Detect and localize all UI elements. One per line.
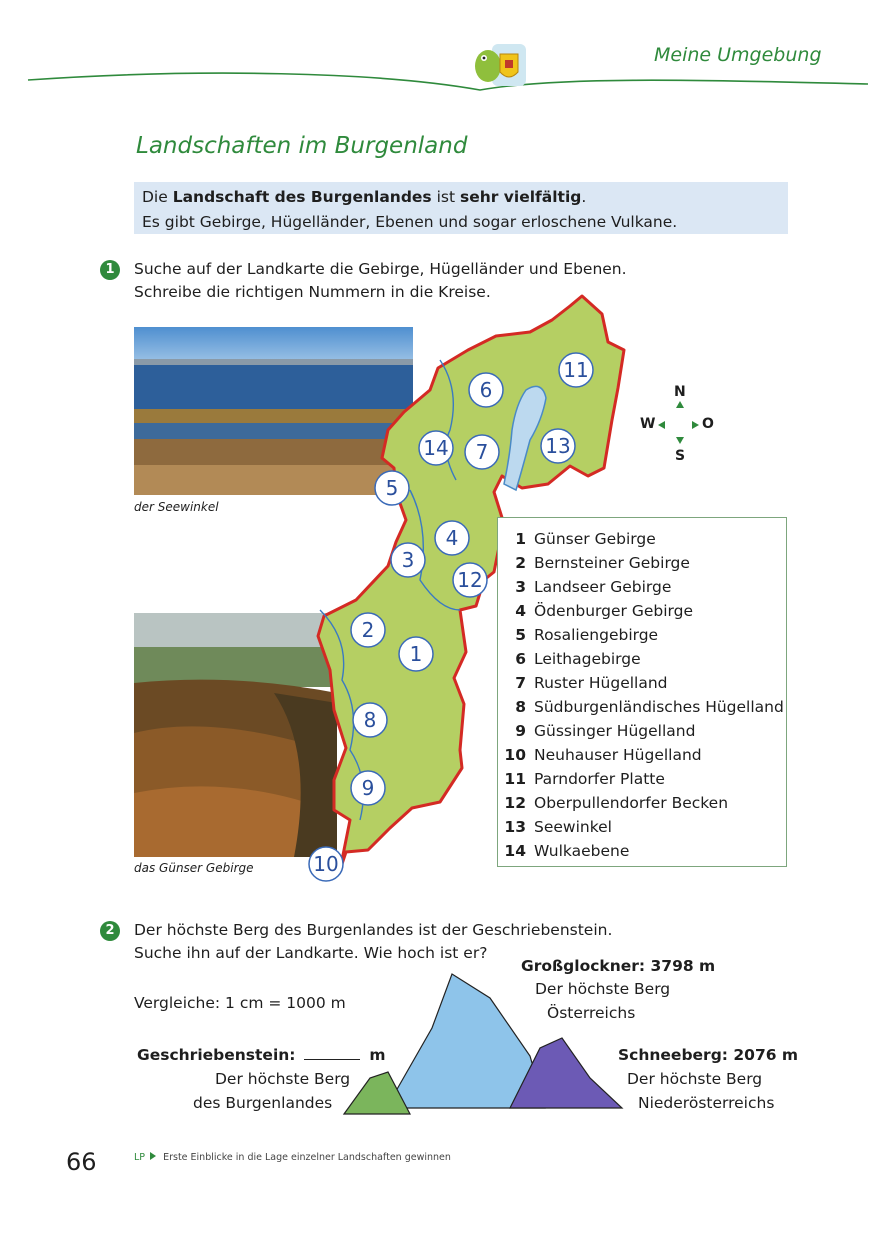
legend-number: 1 xyxy=(515,530,526,548)
compass-arrow-n-icon xyxy=(676,401,684,408)
geschriebenstein-label: Geschriebenstein: xyxy=(137,1046,296,1064)
footer-text: Erste Einblicke in die Lage einzelner Landschaften gewinnen xyxy=(163,1152,451,1163)
task-2-line-1: Der höchste Berg des Burgenlandes ist der Geschriebenstein. xyxy=(134,921,613,939)
legend-number: 4 xyxy=(515,602,526,620)
legend-item xyxy=(498,647,786,671)
compare-text: Vergleiche: 1 cm = 1000 m xyxy=(134,994,346,1012)
intro-line-2: Es gibt Gebirge, Hügelländer, Ebenen und sogar erloschene Vulkane. xyxy=(142,213,678,231)
circle-label: 3 xyxy=(401,548,415,572)
page-title: Landschaften im Burgenland xyxy=(136,133,468,159)
compass-rose xyxy=(640,384,720,466)
geschriebenstein-title xyxy=(137,1043,386,1067)
schneeberg-line-2: Niederösterreichs xyxy=(638,1094,775,1112)
compass-arrow-w-icon xyxy=(658,421,665,429)
circle-label: 9 xyxy=(361,776,375,800)
footer-note xyxy=(134,1152,451,1163)
legend-name: Ödenburger Gebirge xyxy=(534,602,694,620)
legend-item xyxy=(498,671,786,695)
compass-o: O xyxy=(702,416,714,432)
legend-item xyxy=(498,839,786,863)
circle-label: 8 xyxy=(363,708,377,732)
compass-arrow-s-icon xyxy=(676,437,684,444)
schneeberg-line-1: Der höchste Berg xyxy=(627,1070,763,1088)
mascot-icon xyxy=(468,40,530,90)
legend-name: Parndorfer Platte xyxy=(534,770,665,788)
legend-item xyxy=(498,791,786,815)
task-1-line-1: Suche auf der Landkarte die Gebirge, Hügelländer und Ebenen. xyxy=(134,260,627,278)
footer-lp: LP xyxy=(134,1152,146,1163)
legend-item xyxy=(498,815,786,839)
legend-number: 12 xyxy=(504,794,526,812)
compass-arrow-o-icon xyxy=(692,421,699,429)
legend-number: 10 xyxy=(504,746,526,764)
grossglockner-line-2: Österreichs xyxy=(547,1004,636,1022)
legend-name: Landseer Gebirge xyxy=(534,578,672,596)
legend-name: Ruster Hügelland xyxy=(534,674,668,692)
circle-label: 10 xyxy=(313,852,339,876)
legend-list xyxy=(498,527,786,863)
legend-name: Güssinger Hügelland xyxy=(534,722,696,740)
compass-w: W xyxy=(640,416,656,432)
intro-line-1: Die Landschaft des Burgenlandes ist sehr vielfältig. xyxy=(142,188,587,206)
circle-label: 1 xyxy=(409,642,423,666)
legend-number: 14 xyxy=(504,842,526,860)
legend-item xyxy=(498,767,786,791)
legend-item xyxy=(498,527,786,551)
legend-name: Leithagebirge xyxy=(534,650,641,668)
legend-name: Bernsteiner Gebirge xyxy=(534,554,690,572)
legend-number: 2 xyxy=(515,554,526,572)
legend-number: 7 xyxy=(515,674,526,692)
legend-number: 11 xyxy=(504,770,526,788)
geschriebenstein-unit: m xyxy=(369,1046,386,1064)
legend-name: Günser Gebirge xyxy=(534,530,656,548)
compass-n: N xyxy=(674,384,686,400)
legend-name: Wulkaebene xyxy=(534,842,630,860)
task-2-line-2: Suche ihn auf der Landkarte. Wie hoch ist er? xyxy=(134,944,488,962)
schneeberg-title: Schneeberg: 2076 m xyxy=(618,1046,799,1064)
legend-box xyxy=(497,517,787,867)
legend-item xyxy=(498,599,786,623)
circle-label: 14 xyxy=(423,436,449,460)
circle-label: 11 xyxy=(563,358,589,382)
page-number: 66 xyxy=(66,1148,97,1176)
legend-item xyxy=(498,695,786,719)
compass-s: S xyxy=(675,448,686,464)
circle-label: 2 xyxy=(361,618,375,642)
geschriebenstein-line-2: des Burgenlandes xyxy=(193,1094,333,1112)
task-1-line-2: Schreibe die richtigen Nummern in die Kreise. xyxy=(134,283,491,301)
circle-label: 13 xyxy=(545,434,571,458)
legend-number: 8 xyxy=(515,698,526,716)
task-2-number: 2 xyxy=(100,921,120,941)
legend-name: Neuhauser Hügelland xyxy=(534,746,702,764)
legend-name: Rosaliengebirge xyxy=(534,626,659,644)
circle-label: 4 xyxy=(445,526,459,550)
circle-label: 6 xyxy=(479,378,493,402)
legend-item xyxy=(498,719,786,743)
circle-label: 12 xyxy=(457,568,483,592)
caption-guenser-gebirge: das Günser Gebirge xyxy=(134,861,254,875)
grossglockner-title: Großglockner: 3798 m xyxy=(521,957,716,975)
legend-item xyxy=(498,623,786,647)
legend-name: Oberpullendorfer Becken xyxy=(534,794,729,812)
section-title: Meine Umgebung xyxy=(654,44,822,66)
circle-label: 7 xyxy=(475,440,489,464)
legend-number: 13 xyxy=(504,818,526,836)
legend-item xyxy=(498,575,786,599)
caption-seewinkel: der Seewinkel xyxy=(134,500,219,514)
geschriebenstein-line-1: Der höchste Berg xyxy=(215,1070,351,1088)
legend-item xyxy=(498,551,786,575)
intro-box xyxy=(134,182,788,234)
circle-label: 5 xyxy=(385,476,399,500)
task-1-number: 1 xyxy=(100,260,120,280)
legend-number: 9 xyxy=(515,722,526,740)
grossglockner-line-1: Der höchste Berg xyxy=(535,980,671,998)
legend-number: 5 xyxy=(515,626,526,644)
answer-blank[interactable] xyxy=(304,1059,360,1060)
play-arrow-icon xyxy=(150,1152,156,1160)
legend-item xyxy=(498,743,786,767)
legend-number: 3 xyxy=(515,578,526,596)
legend-name: Südburgenländisches Hügelland xyxy=(534,698,784,716)
legend-number: 6 xyxy=(515,650,526,668)
legend-name: Seewinkel xyxy=(534,818,612,836)
